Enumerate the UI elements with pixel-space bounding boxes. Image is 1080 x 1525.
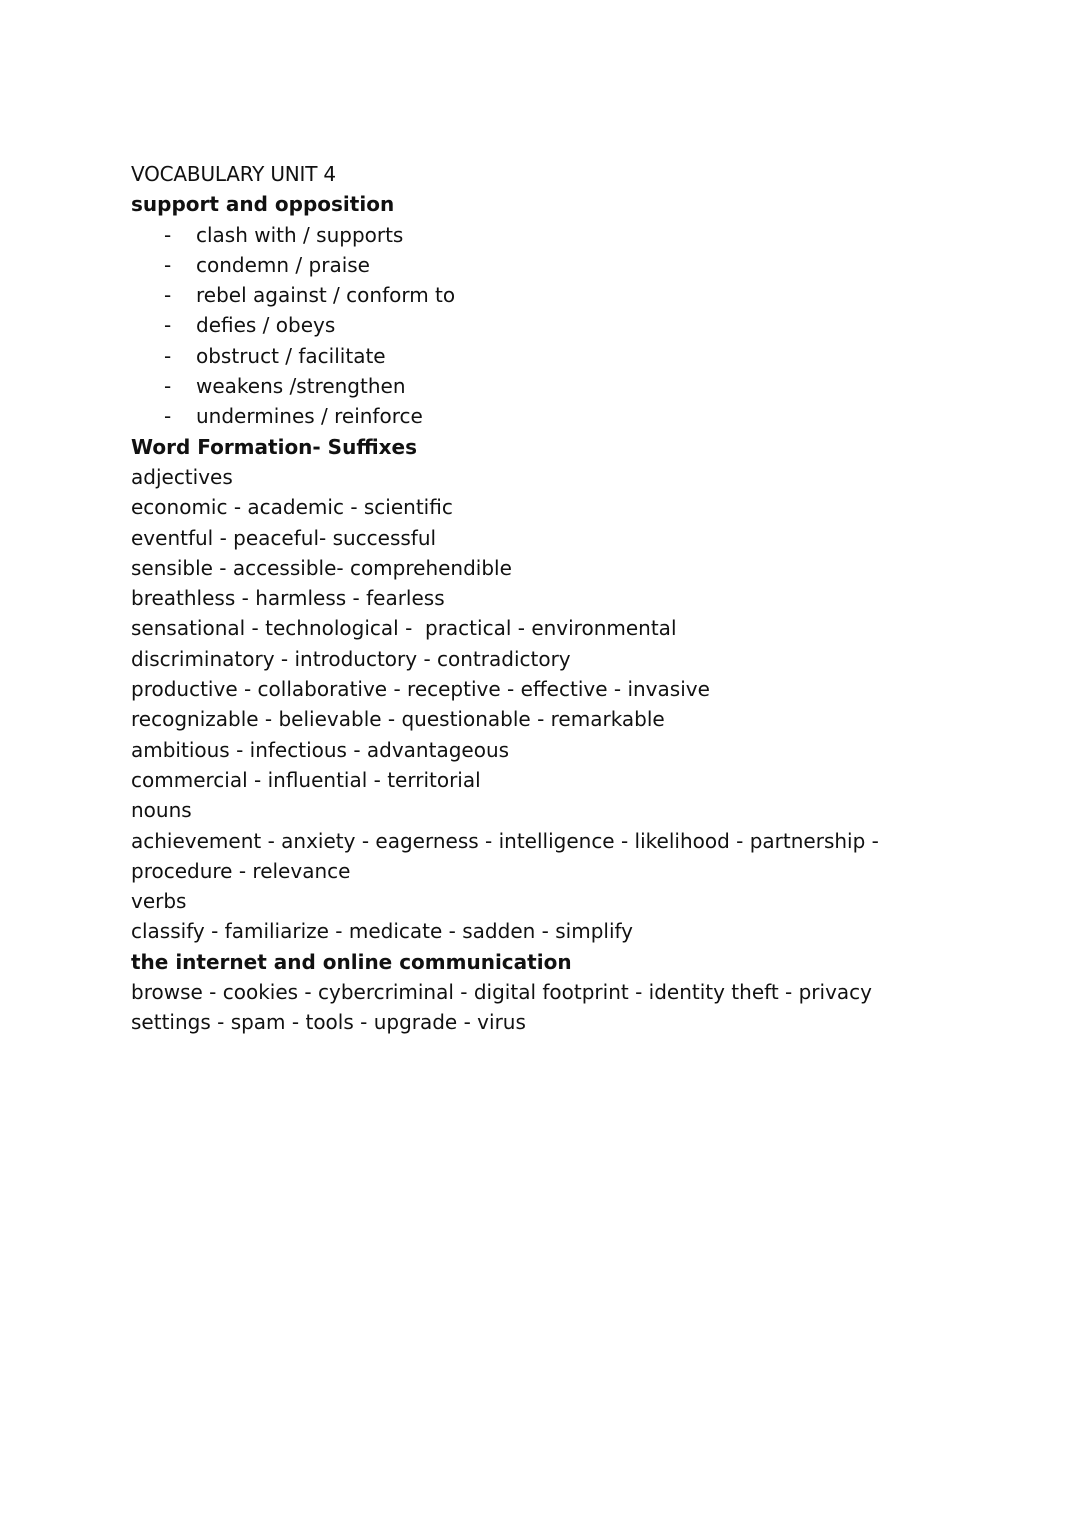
text-line: eventful - peaceful- successful [131,525,437,550]
section-heading-word-formation: Word Formation- Suffixes [131,434,417,459]
text-line: breathless - harmless - fearless [131,586,445,611]
text-line: discriminatory - introductory - contradictory [131,646,571,671]
subheading-verbs: verbs [131,889,187,914]
support-opposition-list [131,220,1031,432]
list-item: - undermines / reinforce [164,404,423,429]
document-body [131,159,1031,1038]
text-line: classify - familiarize - medicate - sadden - simplify [131,919,634,944]
list-item: - obstruct / facilitate [164,343,386,368]
text-line: settings - spam - tools - upgrade - virus [131,1010,526,1035]
text-line: productive - collaborative - receptive - effective - invasive [131,677,710,702]
subheading-nouns: nouns [131,798,192,823]
text-line: achievement - anxiety - eagerness - intelligence - likelihood - partnership - [131,828,879,853]
list-item: - condemn / praise [164,252,370,277]
list-item: - defies / obeys [164,313,336,338]
document-title: VOCABULARY UNIT 4 [131,162,336,186]
list-item: - clash with / supports [164,222,404,247]
text-line: browse - cookies - cybercriminal - digital footprint - identity theft - privacy [131,980,872,1005]
text-line: ambitious - infectious - advantageous [131,737,510,762]
section-heading-internet: the internet and online communication [131,949,572,974]
text-line: sensational - technological - practical - environmental [131,616,677,641]
text-line: economic - academic - scientific [131,495,453,520]
list-item: - rebel against / conform to [164,283,456,308]
subheading-adjectives: adjectives [131,464,233,489]
text-line: procedure - relevance [131,858,351,883]
text-line: commercial - influential - territorial [131,767,481,792]
section-heading-support-opposition: support and opposition [131,192,395,217]
text-line: sensible - accessible- comprehendible [131,555,512,580]
list-item: - weakens /strengthen [164,374,406,399]
text-line: recognizable - believable - questionable - remarkable [131,707,665,732]
